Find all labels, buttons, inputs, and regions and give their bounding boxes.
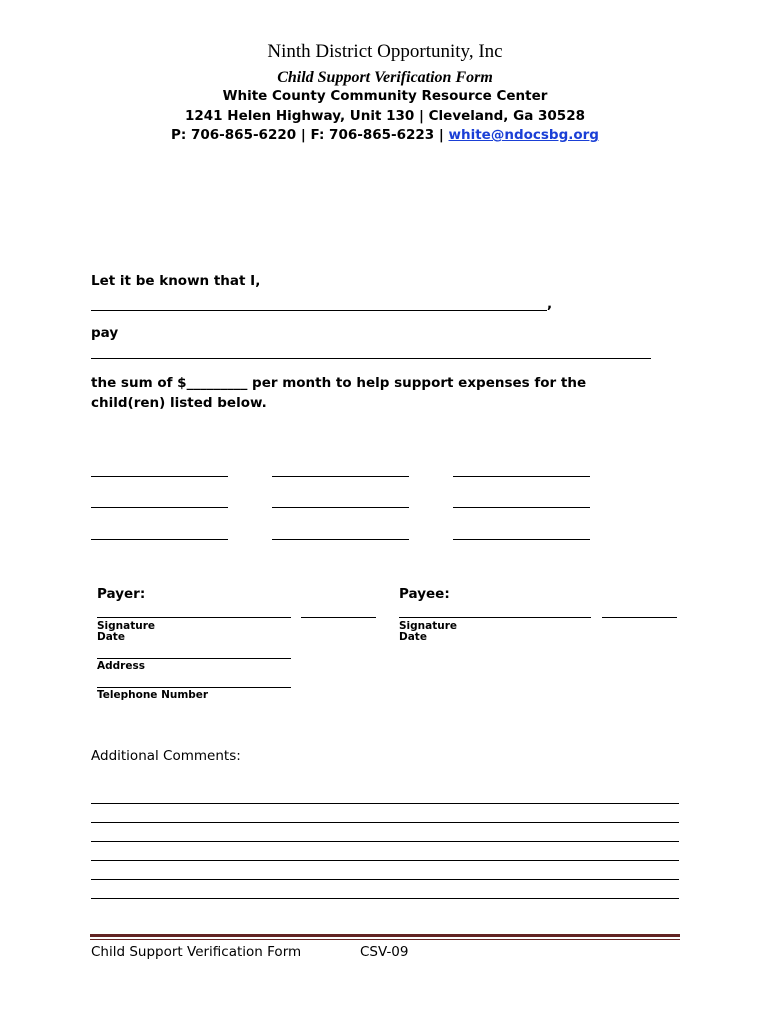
center-name: White County Community Resource Center [222,88,548,104]
email-link[interactable]: white@ndocsbg.org [448,127,599,143]
payer-telephone-blank[interactable] [97,687,291,688]
child-blank[interactable] [453,476,590,477]
payer-address-blank[interactable] [97,658,291,659]
phone-fax-text: P: 706-865-6220 | F: 706-865-6223 | [171,127,449,143]
comments-label: Additional Comments: [91,748,241,764]
child-blank[interactable] [272,476,409,477]
payee-signature-blank[interactable] [399,617,591,618]
payer-address-label: Address [97,660,145,672]
payee-name-blank[interactable] [91,358,651,359]
center-address: 1241 Helen Highway, Unit 130 | Cleveland, Ga 30528 [185,108,585,124]
child-blank[interactable] [453,507,590,508]
child-blank[interactable] [453,539,590,540]
payee-date-label: Date [399,631,427,643]
payer-signature-blank[interactable] [97,617,291,618]
statement-pay: pay [91,325,119,341]
footer-form-code: CSV-09 [360,944,409,960]
footer-rule-thin [90,939,680,940]
payee-date-blank[interactable] [602,617,677,618]
payer-signature-label: Signature [97,620,156,632]
child-blank[interactable] [91,476,228,477]
comment-line[interactable] [91,898,679,899]
payer-name-blank[interactable] [91,310,547,311]
statement-intro: Let it be known that I, [91,273,261,289]
payer-telephone-label: Telephone Number [97,689,209,701]
comment-line[interactable] [91,803,679,804]
comment-line[interactable] [91,860,679,861]
child-blank[interactable] [272,539,409,540]
comment-line[interactable] [91,879,679,880]
payee-signature-label: Signature [399,620,458,632]
statement-children: child(ren) listed below. [91,395,267,411]
child-blank[interactable] [272,507,409,508]
footer-form-name: Child Support Verification Form [91,944,302,960]
payer-name-comma: , [547,296,553,312]
organization-name: Ninth District Opportunity, Inc [267,41,503,62]
payer-date-label: Date [97,631,125,643]
form-title: Child Support Verification Form [277,69,493,86]
statement-sum: the sum of $_________ per month to help support expenses for the [91,375,587,391]
payee-heading: Payee: [399,586,450,602]
child-blank[interactable] [91,539,228,540]
child-blank[interactable] [91,507,228,508]
payer-date-blank[interactable] [301,617,376,618]
comment-line[interactable] [91,822,679,823]
payer-heading: Payer: [97,586,146,602]
contact-line [0,127,770,143]
footer-rule [90,934,680,937]
comment-line[interactable] [91,841,679,842]
